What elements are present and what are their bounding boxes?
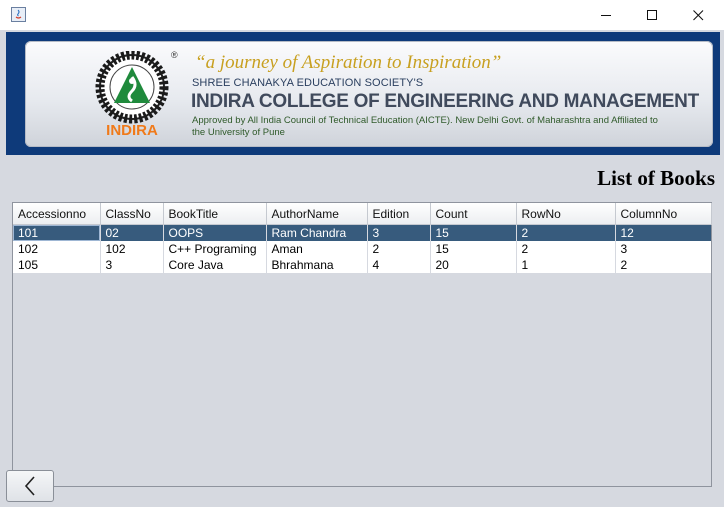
back-button[interactable] <box>6 470 54 502</box>
column-header-rowno[interactable]: RowNo <box>516 203 615 225</box>
table-cell[interactable]: 1 <box>516 257 615 273</box>
column-header-count[interactable]: Count <box>430 203 516 225</box>
column-header-authorname[interactable]: AuthorName <box>266 203 367 225</box>
table-cell[interactable]: Ram Chandra <box>266 225 367 242</box>
minimize-button[interactable] <box>583 0 629 30</box>
table-cell[interactable]: 02 <box>100 225 163 242</box>
table-cell[interactable]: 20 <box>430 257 516 273</box>
table-cell[interactable]: 2 <box>516 241 615 257</box>
table-cell[interactable]: 2 <box>615 257 711 273</box>
society-name: SHREE CHANAKYA EDUCATION SOCIETY'S <box>192 77 424 89</box>
college-name: INDIRA COLLEGE OF ENGINEERING AND MANAGEMENT <box>191 91 699 112</box>
approval-text: Approved by All India Council of Technical Education (AICTE). New Delhi Govt. of Maharashtra and Affiliated to the University of Pune <box>192 115 658 138</box>
college-logo-icon <box>89 51 175 137</box>
banner-frame <box>6 32 720 155</box>
college-banner <box>25 41 713 147</box>
table-header-row <box>13 203 711 225</box>
table-cell[interactable]: 3 <box>615 241 711 257</box>
close-button[interactable] <box>675 0 721 30</box>
table-row[interactable] <box>13 257 711 273</box>
column-header-classno[interactable]: ClassNo <box>100 203 163 225</box>
table-cell[interactable]: Bhrahmana <box>266 257 367 273</box>
java-app-icon <box>11 7 26 22</box>
table-cell[interactable]: 2 <box>367 241 430 257</box>
table-cell[interactable]: 102 <box>13 241 100 257</box>
table-cell[interactable]: 4 <box>367 257 430 273</box>
table-cell[interactable]: Aman <box>266 241 367 257</box>
column-header-accessionno[interactable]: Accessionno <box>13 203 100 225</box>
column-header-edition[interactable]: Edition <box>367 203 430 225</box>
table-row[interactable] <box>13 225 711 242</box>
window-content <box>0 30 724 507</box>
table-cell[interactable]: 3 <box>100 257 163 273</box>
registered-mark: ® <box>171 50 178 60</box>
books-table[interactable] <box>13 203 712 273</box>
maximize-button[interactable] <box>629 0 675 30</box>
table-cell[interactable]: Core Java <box>163 257 266 273</box>
maximize-icon <box>647 10 658 21</box>
books-table-scrollpane[interactable] <box>12 202 712 487</box>
logo-text: INDIRA <box>106 122 158 137</box>
table-cell[interactable]: 12 <box>615 225 711 242</box>
tagline: “a journey of Aspiration to Inspiration” <box>195 52 502 73</box>
table-cell[interactable]: 15 <box>430 225 516 242</box>
title-bar <box>0 0 724 30</box>
table-cell[interactable]: C++ Programing <box>163 241 266 257</box>
table-cell[interactable]: 2 <box>516 225 615 242</box>
column-header-booktitle[interactable]: BookTitle <box>163 203 266 225</box>
table-cell[interactable]: 102 <box>100 241 163 257</box>
table-cell[interactable]: 3 <box>367 225 430 242</box>
close-icon <box>693 10 704 21</box>
column-header-columnno[interactable]: ColumnNo <box>615 203 711 225</box>
table-row[interactable] <box>13 241 711 257</box>
table-cell[interactable]: 15 <box>430 241 516 257</box>
table-cell[interactable]: OOPS <box>163 225 266 242</box>
minimize-icon <box>601 10 612 21</box>
page-title: List of Books <box>597 166 715 190</box>
table-cell[interactable]: 101 <box>13 225 100 242</box>
chevron-left-icon <box>24 476 36 496</box>
table-cell[interactable]: 105 <box>13 257 100 273</box>
